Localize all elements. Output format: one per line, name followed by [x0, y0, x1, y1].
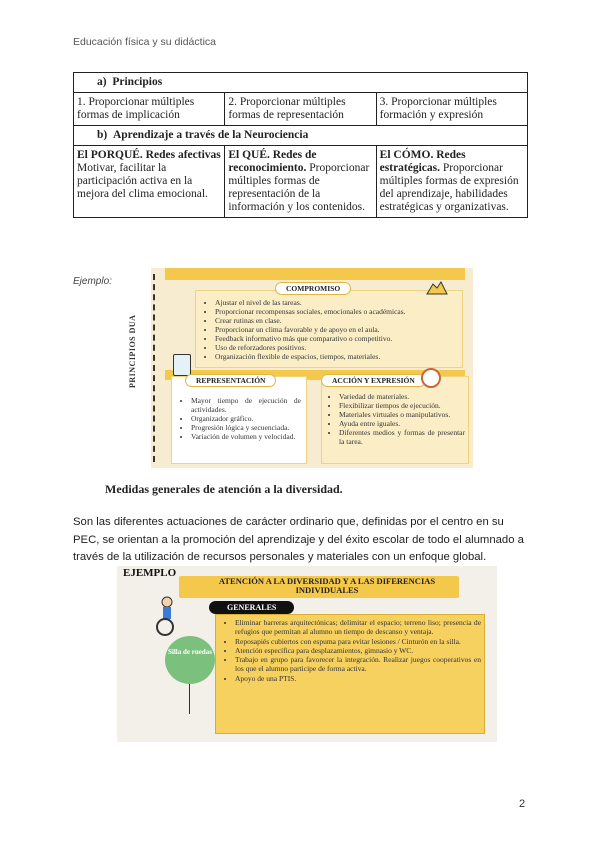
network-cell-porque: El PORQUÉ. Redes afectivas Motivar, facilitar la participación activa en la mejora del clima emocional. [74, 146, 225, 218]
section-a-heading: a) Principios [74, 73, 528, 93]
example-label: Ejemplo: [73, 276, 112, 287]
representacion-title: REPRESENTACIÓN [185, 374, 276, 387]
clipboard-icon [173, 354, 191, 376]
dua-principles-figure [125, 268, 473, 468]
list-item: • Progresión lógica y secuenciada. [191, 423, 301, 432]
section-caption: Medidas generales de atención a la diversidad. [105, 482, 343, 496]
page-number: 2 [519, 798, 526, 810]
list-item: • Uso de reforzadores positivos. [215, 343, 455, 352]
clock-icon [421, 368, 441, 388]
body-paragraph: Son las diferentes actuaciones de carácter ordinario que, definidas por el centro en su PEC, se orientan a la promoción del aprendizaje y del éxito escolar de todo el alumnado a través de la utilización de recursos personales y materiales con un enfoque global. [73, 516, 524, 563]
example-title: EJEMPLO [123, 567, 177, 579]
list-item: • Ayuda entre iguales. [339, 419, 465, 428]
list-item: • Organización flexible de espacios, tiempos, materiales. [215, 352, 455, 361]
compromiso-list [205, 298, 455, 361]
section-b-label: Aprendizaje a través de la Neurociencia [112, 129, 309, 141]
list-item: • Variedad de materiales. [339, 392, 465, 401]
wheelchair-balloon: Silla de ruedas [165, 636, 215, 684]
list-item: • Reposapiés cubiertos con espuma para evitar lesiones / Cinturón en la silla. [235, 637, 481, 646]
principle-cell: 1. Proporcionar múltiples formas de implicación [74, 93, 225, 126]
network-cell-que: El QUÉ. Redes de reconocimiento. Proporcionar múltiples formas de representación de la información y los contenidos. [225, 146, 376, 218]
list-item: • Feedback informativo más que comparativo o competitivo. [215, 334, 455, 343]
list-item: • Organizador gráfico. [191, 414, 301, 423]
diversity-example-figure [117, 566, 497, 742]
network-cell-como: El CÓMO. Redes estratégicas. Proporcionar múltiples formas de expresión del aprendizaje, habilidades estratégicas y organizativas. [376, 146, 527, 218]
wheelchair-icon [153, 596, 181, 636]
list-item: • Diferentes medios y formas de presentar la tarea. [339, 428, 465, 446]
list-item: • Materiales virtuales o manipulativos. [339, 410, 465, 419]
list-item: • Eliminar barreras arquitectónicas; delimitar el espacio; terreno liso; presencia de refugios que permitan al alumno un tiempo de descanso y ventaja. [235, 618, 481, 637]
list-item: • Proporcionar recompensas sociales, emocionales o académicas. [215, 307, 455, 316]
list-item: • Trabajo en grupo para favorecer la integración. Realizar juegos cooperativos en los que el alumno participe de forma activa. [235, 655, 481, 674]
accion-list [329, 392, 465, 446]
section-a-label: Principios [112, 76, 163, 88]
principles-table [73, 72, 528, 218]
list-item: • Crear rutinas en clase. [215, 316, 455, 325]
list-item: • Ajustar el nivel de las tareas. [215, 298, 455, 307]
list-item: • Atención específica para desplazamientos, gimnasio y WC. [235, 646, 481, 655]
list-item: • Flexibilizar tiempos de ejecución. [339, 401, 465, 410]
list-item: • Mayor tiempo de ejecución de actividades. [191, 396, 301, 414]
generales-list [225, 618, 481, 683]
list-item: • Apoyo de una PTIS. [235, 674, 481, 683]
list-item: • Proporcionar un clima favorable y de apoyo en el aula. [215, 325, 455, 334]
principle-cell: 3. Proporcionar múltiples formación y expresión [376, 93, 527, 126]
section-b-heading: b) Aprendizaje a través de la Neurociencia [74, 126, 528, 146]
hands-icon [425, 278, 449, 296]
dua-side-label: PRINCIPIOS DUA [128, 314, 137, 388]
accion-title: ACCIÓN Y EXPRESIÓN [321, 374, 426, 387]
compromiso-title: COMPROMISO [275, 282, 351, 295]
page-header: Educación física y su didáctica [73, 36, 216, 48]
list-item: • Variación de volumen y velocidad. [191, 432, 301, 441]
figure-title: ATENCIÓN A LA DIVERSIDAD Y A LAS DIFERENCIAS INDIVIDUALES [218, 576, 436, 595]
representacion-list [181, 396, 301, 441]
generales-pill: GENERALES [209, 601, 294, 614]
principle-cell: 2. Proporcionar múltiples formas de representación [225, 93, 376, 126]
